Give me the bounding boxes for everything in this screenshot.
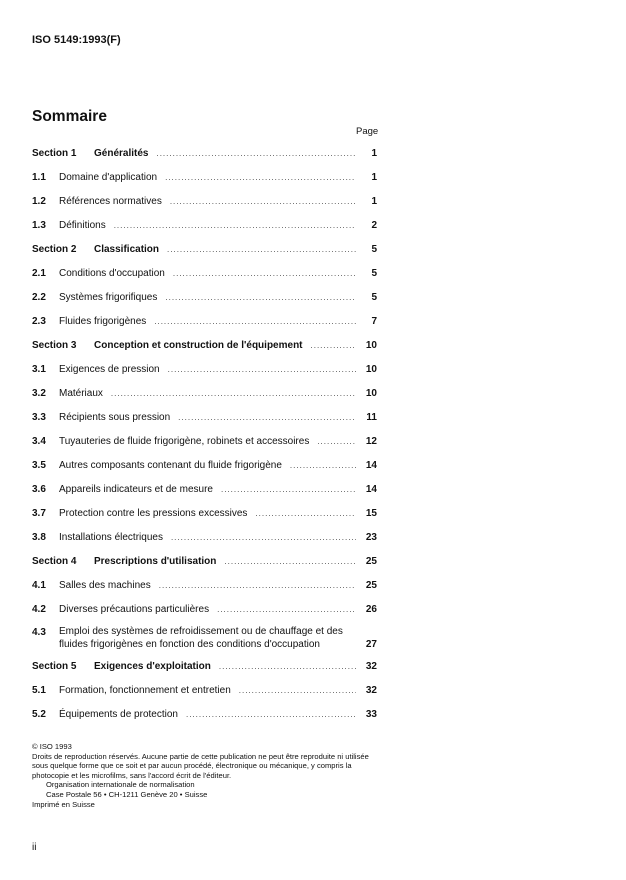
page-number: 32 <box>365 685 377 696</box>
page-number: 7 <box>371 316 377 327</box>
leader-dots <box>224 555 356 568</box>
item-number: 5.2 <box>32 709 46 720</box>
page-number: 10 <box>365 364 377 375</box>
item-title: Tuyauteries de fluide frigorigène, robinets et accessoires <box>59 436 310 447</box>
document-id: ISO 5149:1993(F) <box>32 34 121 46</box>
section-title: Prescriptions d'utilisation <box>94 556 217 567</box>
leader-dots <box>173 267 356 280</box>
item-number: 4.2 <box>32 604 46 615</box>
toc-section-row[interactable] <box>32 339 377 352</box>
section-title: Généralités <box>94 148 149 159</box>
toc-item-row[interactable] <box>32 315 377 328</box>
item-number: 3.1 <box>32 364 46 375</box>
item-title: Domaine d'application <box>59 172 158 183</box>
leader-dots <box>170 195 356 208</box>
item-title-line1: Emploi des systèmes de refroidissement ou de chauffage et des <box>59 626 343 637</box>
toc-item-row[interactable] <box>32 684 377 697</box>
page-title: Sommaire <box>32 108 107 125</box>
item-title-line2: fluides frigorigènes en fonction des conditions d'occupation <box>59 639 320 650</box>
item-number: 3.5 <box>32 460 46 471</box>
item-number: 2.2 <box>32 292 46 303</box>
item-number: 1.1 <box>32 172 46 183</box>
page-number: 14 <box>365 460 377 471</box>
leader-dots <box>167 243 356 256</box>
page-number: 5 <box>371 292 377 303</box>
toc-item-row[interactable] <box>32 171 377 184</box>
page-number: 1 <box>371 148 377 159</box>
toc-item-row[interactable] <box>32 708 377 721</box>
leader-dots <box>186 708 356 721</box>
rights-statement: Droits de reproduction réservés. Aucune partie de cette publication ne peut être reproduite ni utilisée sous quelque forme que ce soit et par aucun procédé, électronique ou mécanique, y compris la photocopie et les microfilms, sans l'accord écrit de l'éditeur. <box>32 751 369 780</box>
printed-in: Imprimé en Suisse <box>32 799 95 809</box>
page-number: 25 <box>365 556 377 567</box>
page-number: 26 <box>365 604 377 615</box>
page-number: 1 <box>371 196 377 207</box>
item-number: 4.3 <box>32 627 46 638</box>
item-title: Exigences de pression <box>59 364 160 375</box>
toc-item-row[interactable] <box>32 435 377 448</box>
leader-dots <box>171 531 356 544</box>
item-title: Installations électriques <box>59 532 163 543</box>
section-title: Conception et construction de l'équipement <box>94 340 303 351</box>
leader-dots <box>168 363 356 376</box>
item-number: 4.1 <box>32 580 46 591</box>
item-title: Diverses précautions particulières <box>59 604 210 615</box>
page-number: 2 <box>371 220 377 231</box>
toc-section-row[interactable] <box>32 243 377 256</box>
page-number: 27 <box>365 639 377 650</box>
leader-dots <box>221 483 356 496</box>
leader-dots <box>111 387 356 400</box>
toc-item-row[interactable] <box>32 626 377 651</box>
item-number: 2.1 <box>32 268 46 279</box>
organization-name: Organisation internationale de normalisation <box>46 780 195 790</box>
leader-dots <box>165 171 356 184</box>
leader-dots <box>154 315 356 328</box>
toc-item-row[interactable] <box>32 363 377 376</box>
toc-item-row[interactable] <box>32 459 377 472</box>
footer-page-number: ii <box>32 842 37 853</box>
section-number: Section 1 <box>32 148 77 159</box>
page-number: 33 <box>365 709 377 720</box>
toc-section-row[interactable] <box>32 147 377 160</box>
leader-dots <box>217 603 356 616</box>
page-number: 10 <box>365 388 377 399</box>
page-number: 23 <box>365 532 377 543</box>
leader-dots <box>159 579 356 592</box>
page-number: 25 <box>365 580 377 591</box>
item-title: Références normatives <box>59 196 162 207</box>
page-number: 10 <box>365 340 377 351</box>
toc-item-row[interactable] <box>32 219 377 232</box>
toc-section-row[interactable] <box>32 660 377 673</box>
item-title: Appareils indicateurs et de mesure <box>59 484 213 495</box>
toc-item-row[interactable] <box>32 291 377 304</box>
item-title: Protection contre les pressions excessives <box>59 508 248 519</box>
toc-item-row[interactable] <box>32 411 377 424</box>
item-number: 1.2 <box>32 196 46 207</box>
page-number: 32 <box>365 661 377 672</box>
item-number: 3.7 <box>32 508 46 519</box>
section-number: Section 4 <box>32 556 77 567</box>
item-title: Fluides frigorigènes <box>59 316 147 327</box>
section-number: Section 3 <box>32 340 77 351</box>
leader-dots <box>311 339 356 352</box>
page-column-label: Page <box>356 126 379 137</box>
toc-section-row[interactable] <box>32 555 377 568</box>
section-number: Section 2 <box>32 244 77 255</box>
copyright-line: © ISO 1993 <box>32 742 72 751</box>
item-title: Autres composants contenant du fluide frigorigène <box>59 460 282 471</box>
item-title: Récipients sous pression <box>59 412 171 423</box>
item-title: Formation, fonctionnement et entretien <box>59 685 231 696</box>
toc-item-row[interactable] <box>32 483 377 496</box>
leader-dots <box>219 660 356 673</box>
item-title: Conditions d'occupation <box>59 268 165 279</box>
toc-item-row[interactable] <box>32 579 377 592</box>
page-number: 11 <box>366 412 377 423</box>
leader-dots <box>178 411 356 424</box>
leader-dots <box>114 219 356 232</box>
item-number: 1.3 <box>32 220 46 231</box>
leader-dots <box>317 435 356 448</box>
item-number: 2.3 <box>32 316 46 327</box>
organization-address: Case Postale 56 • CH-1211 Genève 20 • Suisse <box>46 789 208 799</box>
item-title: Définitions <box>59 220 106 231</box>
leader-dots <box>255 507 356 520</box>
item-title: Équipements de protection <box>59 709 178 720</box>
toc-item-row[interactable] <box>32 531 377 544</box>
page-number: 5 <box>371 268 377 279</box>
toc-item-row[interactable] <box>32 507 377 520</box>
item-number: 3.8 <box>32 532 46 543</box>
toc-item-row[interactable] <box>32 387 377 400</box>
item-number: 3.3 <box>32 412 46 423</box>
item-number: 3.2 <box>32 388 46 399</box>
toc-item-row[interactable] <box>32 195 377 208</box>
page-number: 15 <box>365 508 377 519</box>
page-number: 5 <box>371 244 377 255</box>
section-number: Section 5 <box>32 661 77 672</box>
item-number: 3.6 <box>32 484 46 495</box>
toc-item-row[interactable] <box>32 603 377 616</box>
leader-dots <box>165 291 356 304</box>
leader-dots <box>290 459 356 472</box>
page-number: 12 <box>365 436 377 447</box>
copyright-notice <box>32 742 377 809</box>
item-title: Systèmes frigorifiques <box>59 292 158 303</box>
item-number: 5.1 <box>32 685 46 696</box>
leader-dots <box>156 147 356 160</box>
section-title: Exigences d'exploitation <box>94 661 211 672</box>
item-number: 3.4 <box>32 436 46 447</box>
page-number: 1 <box>371 172 377 183</box>
section-title: Classification <box>94 244 160 255</box>
item-title: Matériaux <box>59 388 103 399</box>
leader-dots <box>239 684 356 697</box>
item-title: Salles des machines <box>59 580 151 591</box>
toc-item-row[interactable] <box>32 267 377 280</box>
page-number: 14 <box>365 484 377 495</box>
